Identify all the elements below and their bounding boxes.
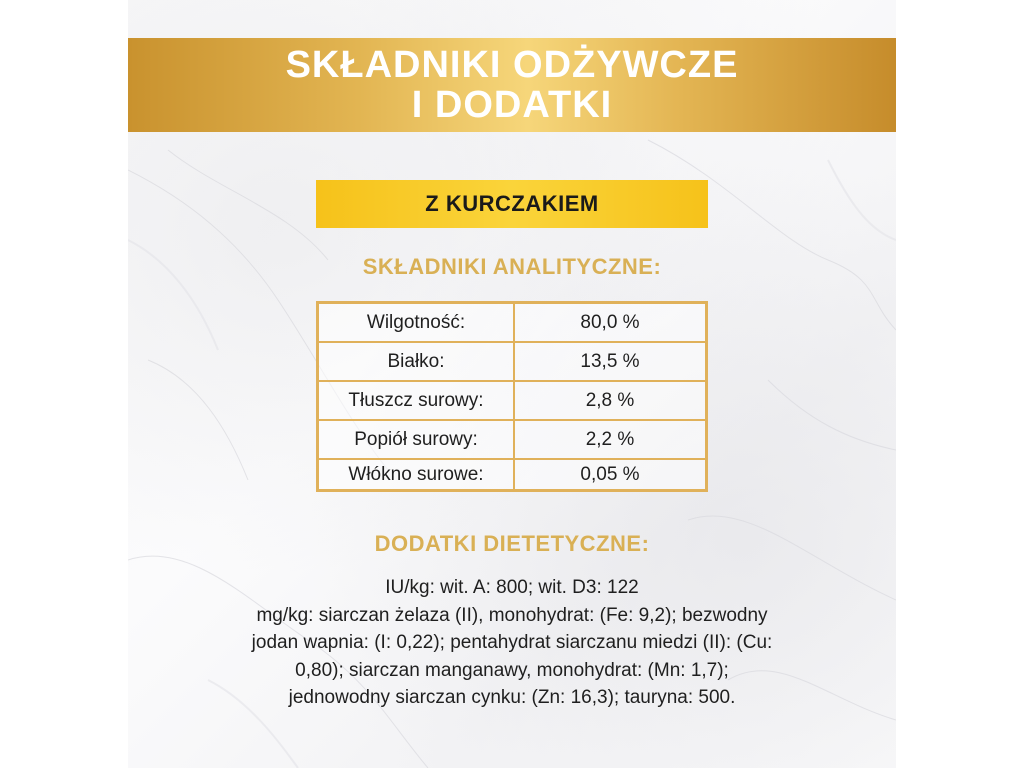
additives-line: jednowodny siarczan cynku: (Zn: 16,3); tauryna: 500. (288, 687, 736, 708)
additives-title: DODATKI DIETETYCZNE: (374, 531, 650, 556)
nutrition-panel (128, 0, 896, 768)
additives-line: 0,80); siarczan manganawy, monohydrat: (Mn: 1,7); (295, 659, 729, 681)
row-value: 2,2 % (585, 428, 635, 450)
additives-line: jodan wapnia: (I: 0,22); pentahydrat siarczanu miedzi (II): (Cu: (251, 632, 773, 653)
table-row (319, 460, 705, 489)
header-title-line2: I DODATKI (411, 84, 613, 126)
row-value: 13,5 % (580, 350, 640, 372)
row-label: Białko: (319, 343, 515, 380)
additives-line: mg/kg: siarczan żelaza (II), monohydrat: (Fe: 9,2); bezwodny (256, 604, 768, 626)
row-value: 80,0 % (580, 311, 640, 333)
row-value: 0,05 % (580, 463, 640, 485)
variant-badge: Z KURCZAKIEM (316, 180, 708, 228)
row-value: 2,8 % (585, 389, 635, 411)
additives-line: IU/kg: wit. A: 800; wit. D3: 122 (385, 577, 639, 598)
table-row (319, 343, 705, 380)
additives-text (188, 574, 836, 712)
analytical-table (316, 301, 708, 492)
analytical-title: SKŁADNIKI ANALITYCZNE: (362, 254, 662, 279)
table-row (319, 421, 705, 458)
row-label: Tłuszcz surowy: (319, 382, 515, 419)
header-banner (128, 38, 896, 132)
row-label: Popiół surowy: (319, 421, 515, 458)
row-label: Wilgotność: (319, 304, 515, 341)
table-row (319, 304, 705, 341)
table-row (319, 382, 705, 419)
header-title-line1: SKŁADNIKI ODŻYWCZE (285, 44, 739, 86)
row-label: Włókno surowe: (319, 460, 515, 489)
